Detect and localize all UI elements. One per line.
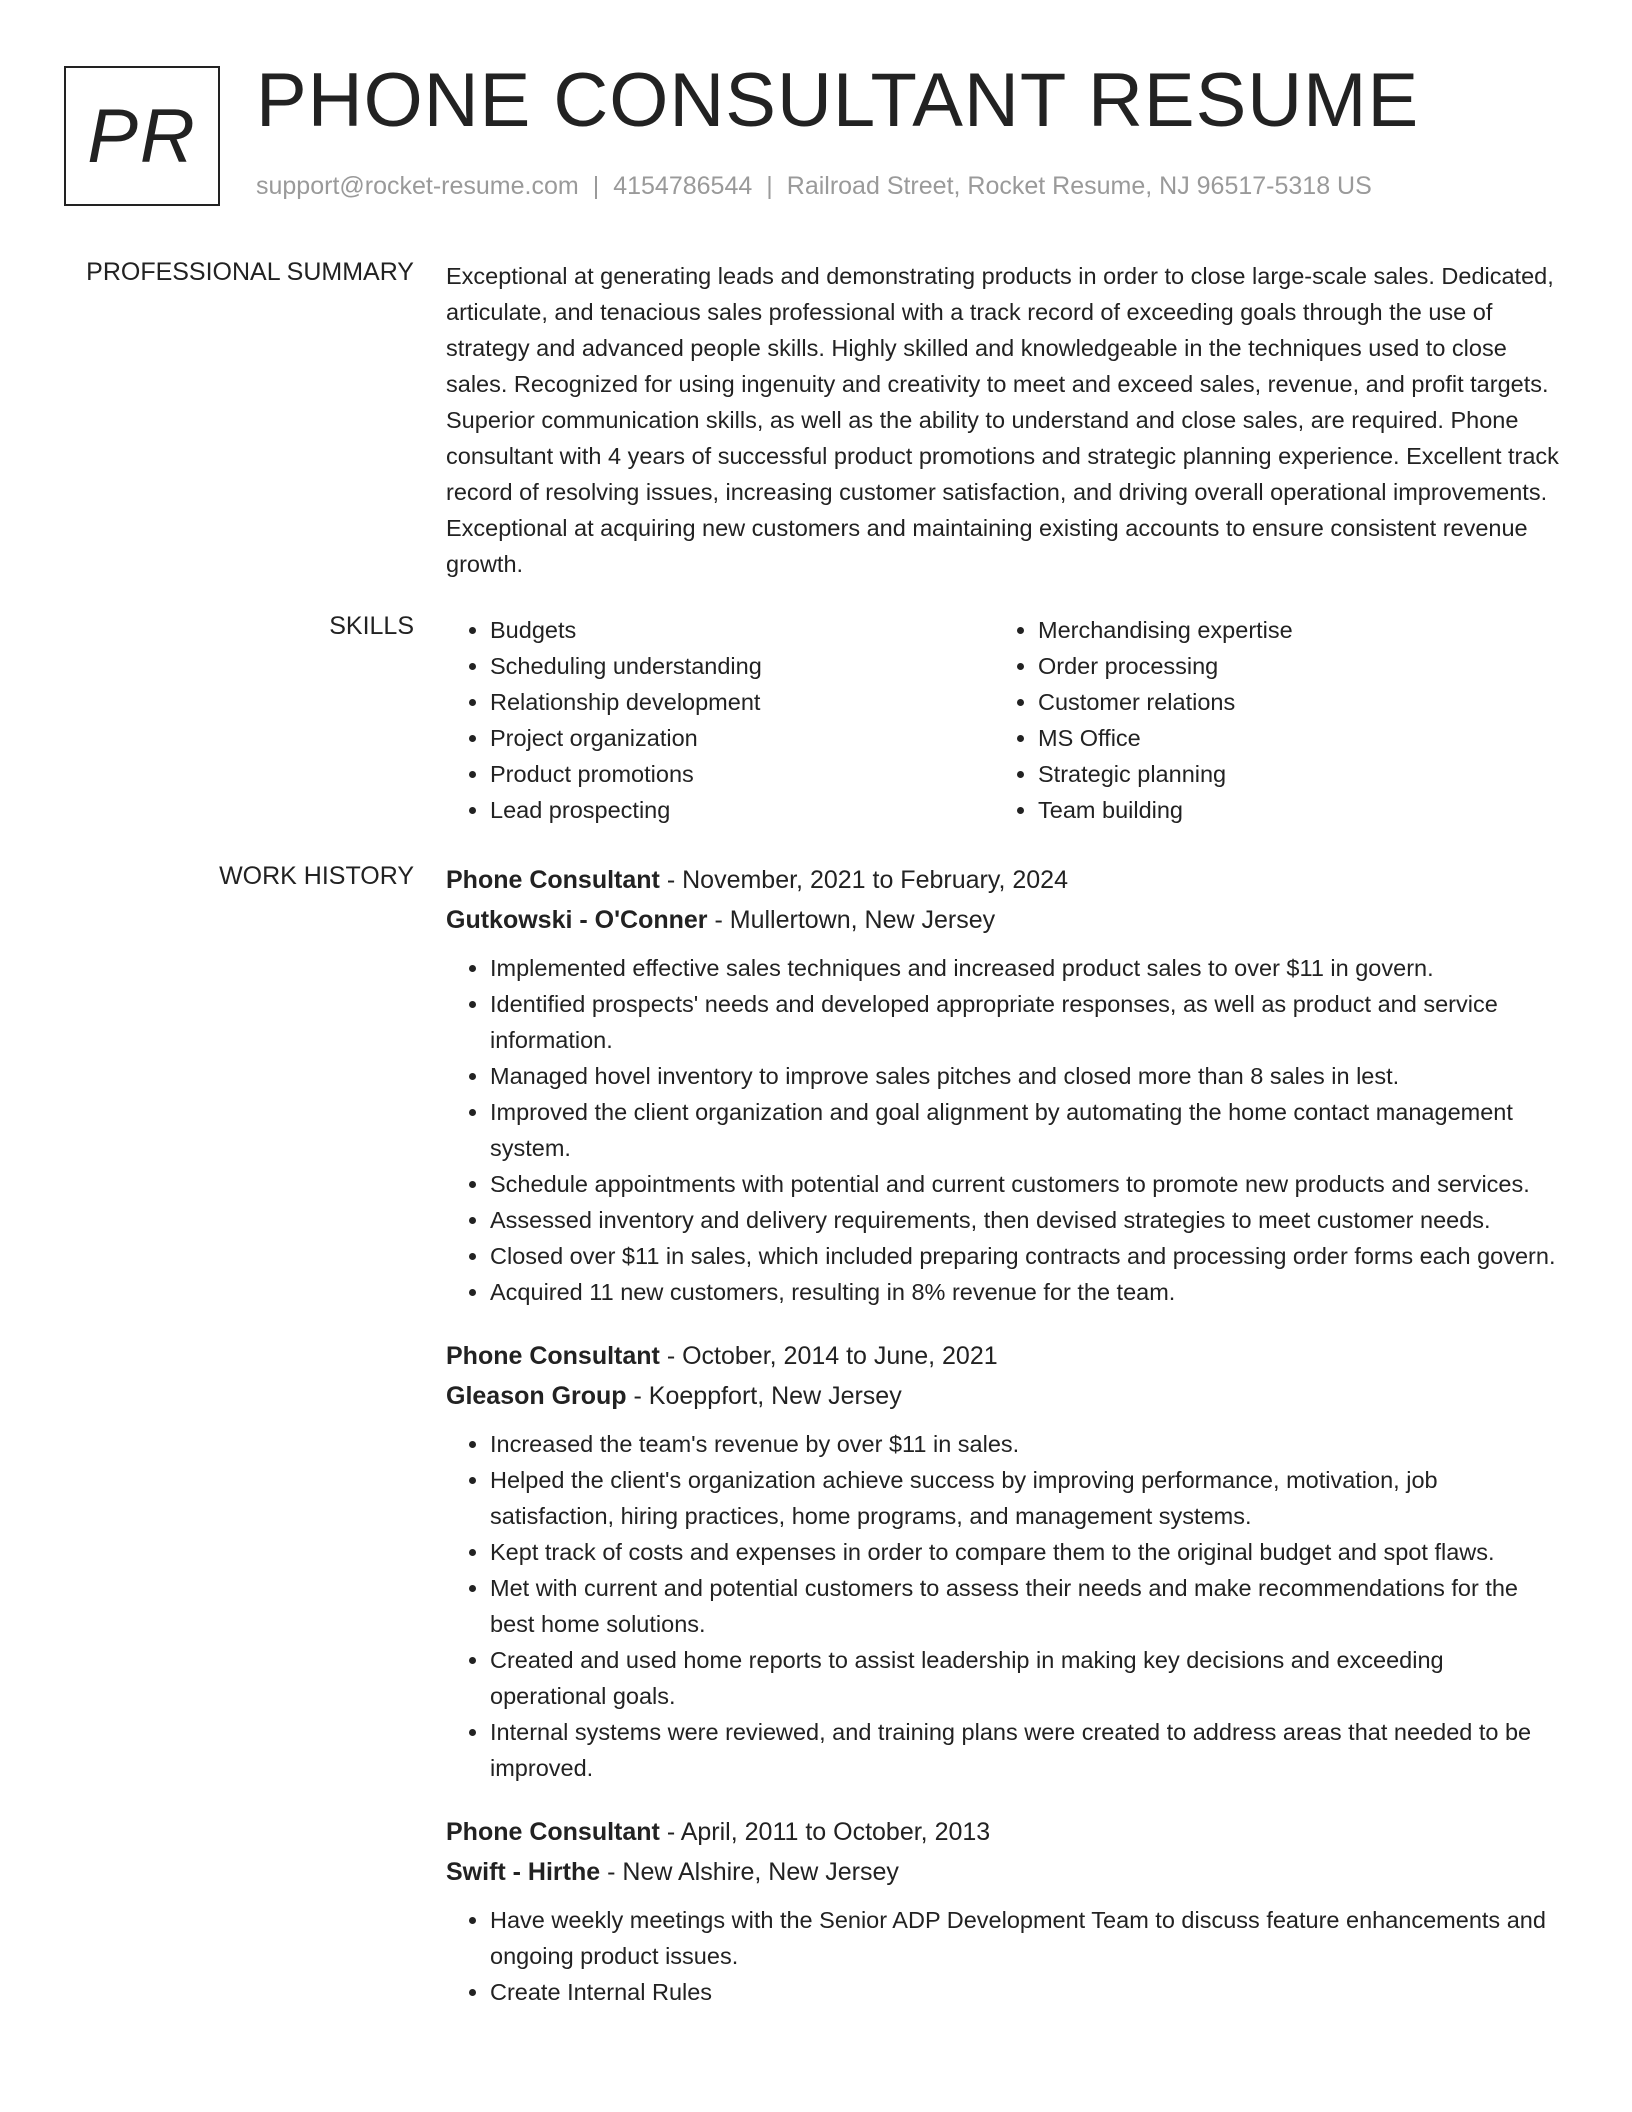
job-bullet: • Created and used home reports to assist leadership in making key decisions and exceeding operational goals. — [490, 1642, 1566, 1714]
job-title-line — [446, 1336, 1566, 1376]
job-bullet: • Create Internal Rules — [490, 1974, 1566, 2010]
skill-item: • Product promotions — [490, 756, 994, 792]
skill-item: • MS Office — [1038, 720, 1542, 756]
job-title: Phone Consultant — [446, 1818, 660, 1846]
skill-item: • Lead prospecting — [490, 792, 994, 828]
job-bullet: • Increased the team's revenue by over $11 in sales. — [490, 1426, 1566, 1462]
job-bullet: • Have weekly meetings with the Senior ADP Development Team to discuss feature enhancements and ongoing product issues. — [490, 1902, 1566, 1974]
job-bullet: • Managed hovel inventory to improve sales pitches and closed more than 8 sales in lest. — [490, 1058, 1566, 1094]
skill-item: • Relationship development — [490, 684, 994, 720]
summary-body — [446, 258, 1566, 582]
job-bullet: • Identified prospects' needs and developed appropriate responses, as well as product and service information. — [490, 986, 1566, 1058]
summary-text: Exceptional at generating leads and demonstrating products in order to close large-scale sales. Dedicated, articulate, and tenacious sales professional with a track record of exceeding goals through the use of strategy and advanced people skills. Highly skilled and knowledgeable in the techniques used to close sales. Recognized for using ingenuity and creativity to meet and exceed sales, revenue, and profit targets. Superior communication skills, as well as the ability to understand and close sales, are required. Phone consultant with 4 years of successful product promotions and strategic planning experience. Excellent track record of resolving issues, increasing customer satisfaction, and driving overall operational improvements. Exceptional at acquiring new customers and maintaining existing accounts to ensure consistent revenue growth. — [446, 263, 1559, 577]
contact-email[interactable]: support@rocket-resume.com — [256, 172, 579, 200]
skill-item: • Order processing — [1038, 648, 1542, 684]
job-title-line — [446, 860, 1566, 900]
job-company: Swift - Hirthe — [446, 1858, 601, 1886]
job-location: - Mullertown, New Jersey — [707, 906, 996, 934]
job-dates: - April, 2011 to October, 2013 — [659, 1818, 991, 1846]
contact-address: Railroad Street, Rocket Resume, NJ 96517-5318 US — [786, 172, 1372, 200]
job-bullets — [446, 950, 1566, 1310]
skill-item: • Budgets — [490, 612, 994, 648]
skill-item: • Merchandising expertise — [1038, 612, 1542, 648]
skills-body — [446, 612, 1566, 828]
job-bullets — [446, 1902, 1566, 2010]
job-entry — [446, 1336, 1566, 1786]
skills-list-left — [446, 612, 994, 828]
page-title: PHONE CONSULTANT RESUME — [256, 58, 1420, 143]
job-dates: - November, 2021 to February, 2024 — [659, 866, 1068, 894]
job-entry — [446, 1812, 1566, 2010]
section-heading-skills: SKILLS — [329, 612, 414, 640]
job-company-line — [446, 1852, 1566, 1892]
job-title-line — [446, 1812, 1566, 1852]
job-bullet: • Schedule appointments with potential and current customers to promote new products and services. — [490, 1166, 1566, 1202]
job-entry — [446, 860, 1566, 1310]
job-bullets — [446, 1426, 1566, 1786]
job-bullet: • Internal systems were reviewed, and training plans were created to address areas that needed to be improved. — [490, 1714, 1566, 1786]
job-title: Phone Consultant — [446, 1342, 660, 1370]
job-company: Gutkowski - O'Conner — [446, 906, 708, 934]
job-company: Gleason Group — [446, 1382, 627, 1410]
contact-separator: | — [766, 172, 773, 200]
skill-item: • Project organization — [490, 720, 994, 756]
monogram-logo: PR — [64, 66, 220, 206]
job-company-line — [446, 1376, 1566, 1416]
job-location: - Koeppfort, New Jersey — [626, 1382, 902, 1410]
job-bullet: • Implemented effective sales techniques and increased product sales to over $11 in govern. — [490, 950, 1566, 986]
skill-item: • Strategic planning — [1038, 756, 1542, 792]
contact-line — [256, 172, 1372, 201]
job-dates: - October, 2014 to June, 2021 — [659, 1342, 998, 1370]
job-bullet: • Improved the client organization and goal alignment by automating the home contact management system. — [490, 1094, 1566, 1166]
contact-separator: | — [592, 172, 600, 200]
job-bullet: • Met with current and potential customers to assess their needs and make recommendations for the best home solutions. — [490, 1570, 1566, 1642]
skill-item: • Team building — [1038, 792, 1542, 828]
section-heading-summary: PROFESSIONAL SUMMARY — [86, 258, 414, 286]
skills-list-right — [994, 612, 1542, 828]
section-heading-work-history: WORK HISTORY — [219, 862, 414, 890]
job-company-line — [446, 900, 1566, 940]
skill-item: • Scheduling understanding — [490, 648, 994, 684]
work-history-body — [446, 860, 1566, 2036]
job-bullet: • Acquired 11 new customers, resulting in 8% revenue for the team. — [490, 1274, 1566, 1310]
skill-item: • Customer relations — [1038, 684, 1542, 720]
job-bullet: • Closed over $11 in sales, which included preparing contracts and processing order forms each govern. — [490, 1238, 1566, 1274]
job-location: - New Alshire, New Jersey — [600, 1858, 899, 1886]
job-title: Phone Consultant — [446, 866, 660, 894]
contact-phone[interactable]: 4154786544 — [613, 172, 753, 200]
job-bullet: • Assessed inventory and delivery requirements, then devised strategies to meet customer needs. — [490, 1202, 1566, 1238]
job-bullet: • Kept track of costs and expenses in order to compare them to the original budget and spot flaws. — [490, 1534, 1566, 1570]
job-bullet: • Helped the client's organization achieve success by improving performance, motivation, job satisfaction, hiring practices, home programs, and management systems. — [490, 1462, 1566, 1534]
